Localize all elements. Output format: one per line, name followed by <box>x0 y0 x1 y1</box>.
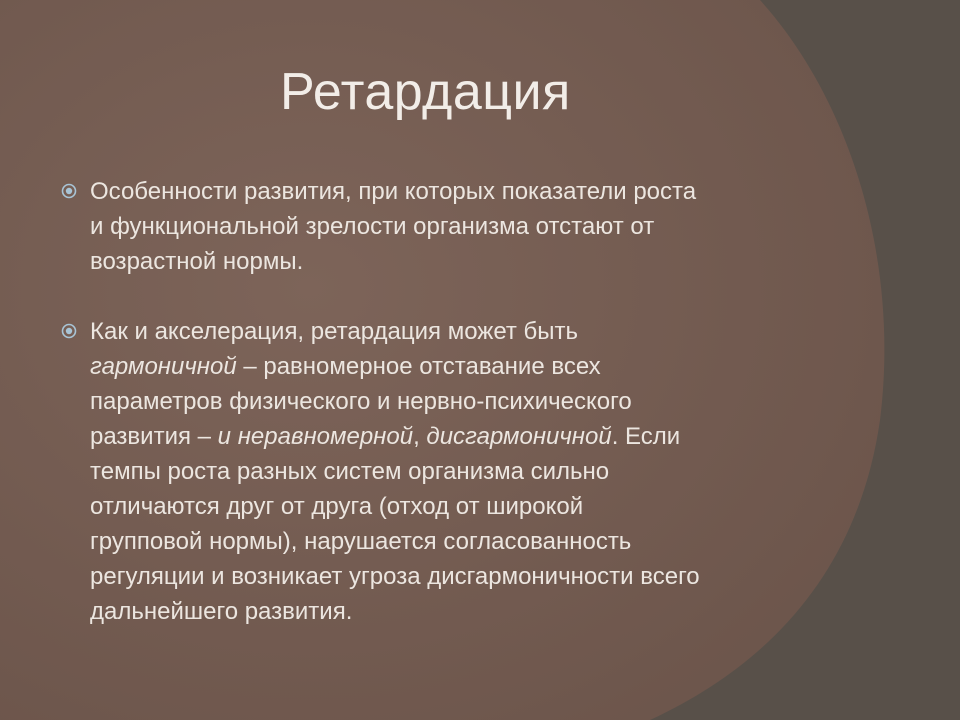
bullet-item-2 <box>60 314 860 629</box>
term-uneven: и неравномерной <box>217 423 414 450</box>
term-harmonic: гармоничной <box>90 353 237 380</box>
bullet-2-line-2 <box>90 349 860 384</box>
slide-content <box>60 174 860 629</box>
bullet-2-line-4-a: развития – <box>90 423 218 450</box>
slide-title: Ретардация <box>280 63 571 121</box>
bullet-1-line-1: Особенности развития, при которых показатели роста <box>90 178 697 205</box>
bullet-2-line-1: Как и акселерация, ретардация может быть <box>90 318 579 345</box>
bullet-1-line-2: и функциональной зрелости организма отстают от <box>90 213 655 240</box>
bullet-2-line-5: темпы роста разных систем организма сильно <box>90 458 610 485</box>
bullet-2-line-8: регуляции и возникает угроза дисгармоничности всего <box>90 563 700 590</box>
bullet-2-line-4-c: . Если <box>611 423 681 450</box>
term-disharmonic: дисгармоничной <box>426 423 612 450</box>
bullet-2-line-4-b: , <box>413 423 427 450</box>
bullet-2-line-4 <box>90 419 860 454</box>
bullet-item-1 <box>60 174 860 279</box>
bullet-1-line-3: возрастной нормы. <box>90 248 304 275</box>
bullet-2-line-9: дальнейшего развития. <box>90 598 353 625</box>
circle-bullet-icon <box>60 322 78 340</box>
bullet-2-line-3: параметров физического и нервно-психического <box>90 388 632 415</box>
circle-bullet-icon <box>60 182 78 200</box>
bullet-2-line-2-rest: – равномерное отставание всех <box>236 353 601 380</box>
bullet-2-line-6: отличаются друг от друга (отход от широкой <box>90 493 584 520</box>
bullet-2-line-7: групповой нормы), нарушается согласованность <box>90 528 632 555</box>
